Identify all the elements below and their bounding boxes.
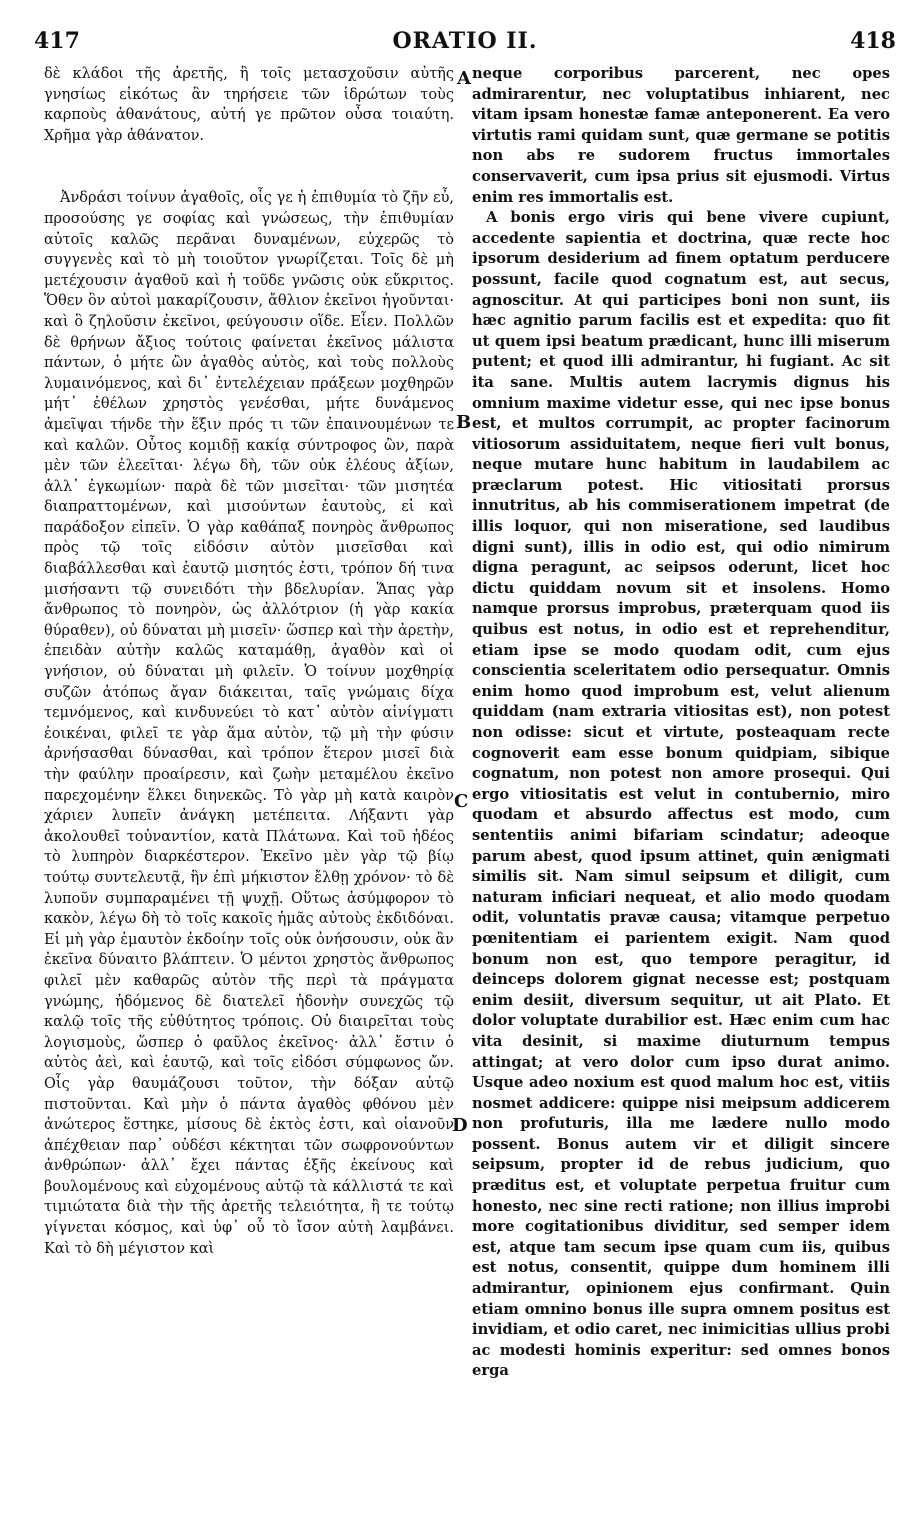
greek-column [44, 64, 454, 1530]
greek-paragraph-1: δὲ κλάδοι τῆς ἀρετῆς, ἢ τοῖς μετασχοῦσιν αὐτῆς γνησίως εἰκότως ἂν τηρήσειε τῶν ἱδρώτων τοὺς καρποὺς ἀθανάτους, αὐτή γε πρῶτον οὖσα τοιαύτη. Χρῆμα γὰρ ἀθάνατον. [44, 66, 454, 144]
section-marker-c: C [454, 791, 469, 812]
page-number-right: 418 [850, 28, 896, 54]
latin-paragraph-2: A bonis ergo viris qui bene vivere cupiunt, accedente sapientia et doctrina, quæ recte hoc ipsorum desiderium ad finem optatum perducere possunt, facile quod cognatum est, aut secus, agnoscitur. At qui participes boni non sunt, iis hæc agnitio parum facilis est et expedita: quo fit ut quem ipsi beatum prædicant, hunc illi miserum putent; et quod illi admirantur, hi fugiant. Ac sit ita sane. Multis autem lacrymis dignus his omnium maxime videtur esse, qui nec ipse bonus est, et multos corrumpit, ac propter facinorum vitiosorum assiduitatem, neque fieri vult bonus, neque mutare hunc habitum in laudabilem ac præclarum potest. Hic vitiositati prorsus innutritus, ab his commiserationem impetrat (de illis loquor, qui non miseratione, sed laudibus digni sunt), illis in odio est, qui odio nimirum digna peragunt, ac seipsos oderunt, licet hoc dictu quiddam novum sit et insolens. Homo namque prorsus improbus, præterquam quod iis quibus est notus, in odio est et reprehenditur, etiam ipse se modo quodam odit, cum ejus conscientia sceleritatem odio persequatur. Omnis enim homo quod improbum est, velut alienum quiddam (nam extraria vitiositas est), non potest non odisse: sicut et virtute, posteaquam recte cognoverit eam esse bonum quidpiam, sibique cognatum, non potest non amore prosequi. Qui ergo vitiositatis est velut in contubernio, miro quodam et absurdo affectus est modo, cum sententiis animi bifariam scindatur; adeoque parum abest, quod ipsum attinet, quin ænigmati similis sit. Nam simul seipsum et diligit, cum naturam inficiari nequeat, et alio modo quodam odit, voluntatis pravæ causa; vitamque perpetuo pœnitentiam ei parientem exigit. Nam quod bonum non est, quo tempore peragitur, id deinceps dolorem gignat necesse est; postquam enim desiit, diversum sequitur, ut ait Plato. Et dolor voluptate durabilior est. Hæc enim cum hac vita desinit, si maxime diuturnum tempus attingat; at vero dolor cum ipso durat animo. Usque adeo noxium est quod malum hoc est, vitiis nosmet addicere: quippe nisi meipsum addicerem non profuturis, illa me lædere nullo modo possent. Bonus autem vir et diligit sincere seipsum, propter id de rebus judicium, quo præditus est, et voluptate perpetua fruitur cum honesto, nec sine recti ratione; non illius improbi more cogitationibus dividitur, sed semper idem est, atque tam secum ipse quam cum iis, quibus est notus, consentit, quippe dum hominem illi admirantur, opinionem ejus confirmant. Quin etiam omnino bonus ille supra omnem positus est invidiam, et odio caret, nec inimicitias ullius probi ac modesti hominis experitur: sed omnes bonos erga [472, 209, 890, 1380]
page-number-left: 417 [34, 28, 80, 54]
greek-paragraph-2: Ἀνδράσι τοίνυν ἀγαθοῖς, οἷς γε ἡ ἐπιθυμία τὸ ζῆν εὖ, προσούσης γε σοφίας καὶ γνώσεως, τὴν ἐπιθυμίαν αὐτοῖς καλῶς περᾶναι δυναμένων, εὐχερῶς τὸ συγγενὲς καὶ τὸ μὴ τοιοῦτον γνωρίζεται. Τοῖς δὲ μὴ μετέχουσιν ἀγαθοῦ καὶ ἡ τοῦδε γνῶσις οὐκ εὔκριτος. Ὅθεν ὃν αὐτοὶ μακαρίζουσιν, ἄθλιον ἐκεῖνοι ἡγοῦνται· καὶ ὃ ζηλοῦσιν ἐκεῖνοι, φεύγουσιν οἵδε. Εἶεν. Πολλῶν δὲ θρήνων ἄξιος τούτοις φαίνεται ἐκεῖνος μάλιστα πάντων, ὁ μήτε ὢν ἀγαθὸς αὐτὸς, καὶ τοὺς πολλοὺς λυμαινόμενος, καὶ δι᾽ ἐντελέχειαν πράξεων μοχθηρῶν μήτ᾽ ἐθέλων χρηστὸς γενέσθαι, μήτε δυνάμενος ἀμεῖψαι τήνδε τὴν ἕξιν πρός τι τῶν ἐπαινουμένων τε καὶ καλῶν. Οὗτος κομιδῇ κακίᾳ σύντροφος ὢν, παρὰ μὲν τῶν ἐλεεῖται· λέγω δὴ, τῶν οὐκ ἐλέους ἀξίων, ἀλλ᾽ ἐγκωμίων· παρὰ δὲ τῶν μισεῖται· τῶν μισητέα διαπραττομένων, καὶ μισούντων ἑαυτοὺς, εἰ καὶ παράδοξον εἰπεῖν. Ὁ γὰρ καθάπαξ πονηρὸς ἄνθρωπος πρὸς τῷ τοῖς εἰδόσιν αὐτὸν μισεῖσθαι καὶ διαβάλλεσθαι καὶ ἑαυτῷ μισητός ἐστι, τρόπον δή τινα μισήσαντι τῷ συνειδότι τὴν βδελυρίαν. Ἅπας γὰρ ἄνθρωπος τὸ πονηρὸν, ὡς ἀλλότριον (ἡ γὰρ κακία θύραθεν), οὐ δύναται μὴ μισεῖν· ὥσπερ καὶ τὴν ἀρετὴν, ἐπειδὰν αὐτὴν καλῶς καταμάθῃ, ἀγαθὸν καὶ οἱ γνήσιον, οὐ δύναται μὴ φιλεῖν. Ὁ τοίνυν μοχθηρίᾳ συζῶν ἀτόπως ἄγαν διάκειται, ταῖς γνώμαις δίχα τεμνόμενος, καὶ κινδυνεύει τὸ κατ᾽ αὐτὸν αἰνίγματι ἐοικέναι, φιλεῖ τε γὰρ ἅμα αὐτὸν, τῷ μὴ τὴν φύσιν ἀρνήσασθαι δύνασθαι, καὶ τρόπον ἕτερον μισεῖ διὰ τὴν φαύλην προαίρεσιν, καὶ ζωὴν μεταμέλου ἐκεῖνο παρεχομένην ἕλκει διηνεκῶς. Τὸ γὰρ μὴ κατὰ καιρὸν χάριεν λυπεῖν ἀνάγκη μετέπειτα. Λήξαντι γὰρ ἀκολουθεῖ τοὐναντίον, κατὰ Πλάτωνα. Καὶ τοῦ ἡδέος τὸ λυπηρὸν διαρκέστερον. Ἐκεῖνο μὲν γὰρ τῷ βίῳ τούτῳ συντελευτᾷ, ἣν ἐπὶ μήκιστον ἔλθῃ χρόνον· τὸ δὲ λυποῦν συμπαραμένει τῇ ψυχῇ. Οὕτως ἀσύμφορον τὸ κακὸν, λέγω δὴ τὸ τοῖς κακοῖς ἡμᾶς αὐτοὺς ἐκδιδόναι. Εἰ μὴ γὰρ ἐμαυτὸν ἐκδοίην τοῖς οὐκ ὀνήσουσιν, οὐκ ἂν ἐκεῖνα δύναιτο βλάπτειν. Ὁ μέντοι χρηστὸς ἄνθρωπος φιλεῖ μὲν καθαρῶς αὐτὸν τῆς περὶ τὰ πράγματα γνώμης, ἡδόμενος δὲ διατελεῖ ἡδονὴν συνεχῶς τῷ καλῷ τοῖς τῆς εὐθύτητος τρόποις. Οὐ διαιρεῖται τοὺς λογισμοὺς, ὥσπερ ὁ φαῦλος ἐκεῖνος· ἀλλ᾽ ἔστιν ὁ αὐτὸς ἀεὶ, καὶ ἑαυτῷ, καὶ τοῖς εἰδόσι σύμφωνος ὤν. Οἷς γὰρ θαυμάζουσι τοῦτον, τὴν δόξαν αὐτῷ πιστοῦνται. Καὶ μὴν ὁ πάντα ἀγαθὸς φθόνου μὲν ἀνώτερος ἕστηκε, μίσους δὲ ἐκτὸς ἐστι, καὶ οἱανοῦν ἀπέχθειαν παρ᾽ οὐδέσι κέκτηται τῶν σωφρονούντων ἀνθρώπων· ἀλλ᾽ ἔχει πάντας ἐξῆς ἐκείνους καὶ βουλομένους καὶ εὐχομένους αὐτῷ τὰ κάλλιστά τε καὶ τιμιώτατα διὰ τὴν τῆς ἀρετῆς τελειότητα, ἢ τε τούτῳ γίγνεται κόσμος, καὶ ὑφ᾽ οὗ τὸ ἴσον αὐτὴ λαμβάνει. Καὶ τὸ δὴ μέγιστον καὶ [44, 190, 454, 1257]
page-header [30, 28, 900, 58]
running-title: ORATIO II. [392, 28, 538, 54]
latin-paragraph-1: neque corporibus parcerent, nec opes admirarentur, nec voluptatibus inhiarent, nec vitam ipsam honestæ famæ anteponerent. Ea vero virtutis rami quidam sunt, quæ germane se potitis non abs re sudorem fructus immortales conservaverit, cum ipsa prius sit ejusmodi. Virtus enim res immortalis est. [472, 65, 890, 206]
latin-column [472, 64, 890, 1530]
section-marker-a: A [457, 68, 471, 89]
section-marker-b: B [456, 412, 472, 433]
section-marker-d: D [452, 1115, 468, 1136]
